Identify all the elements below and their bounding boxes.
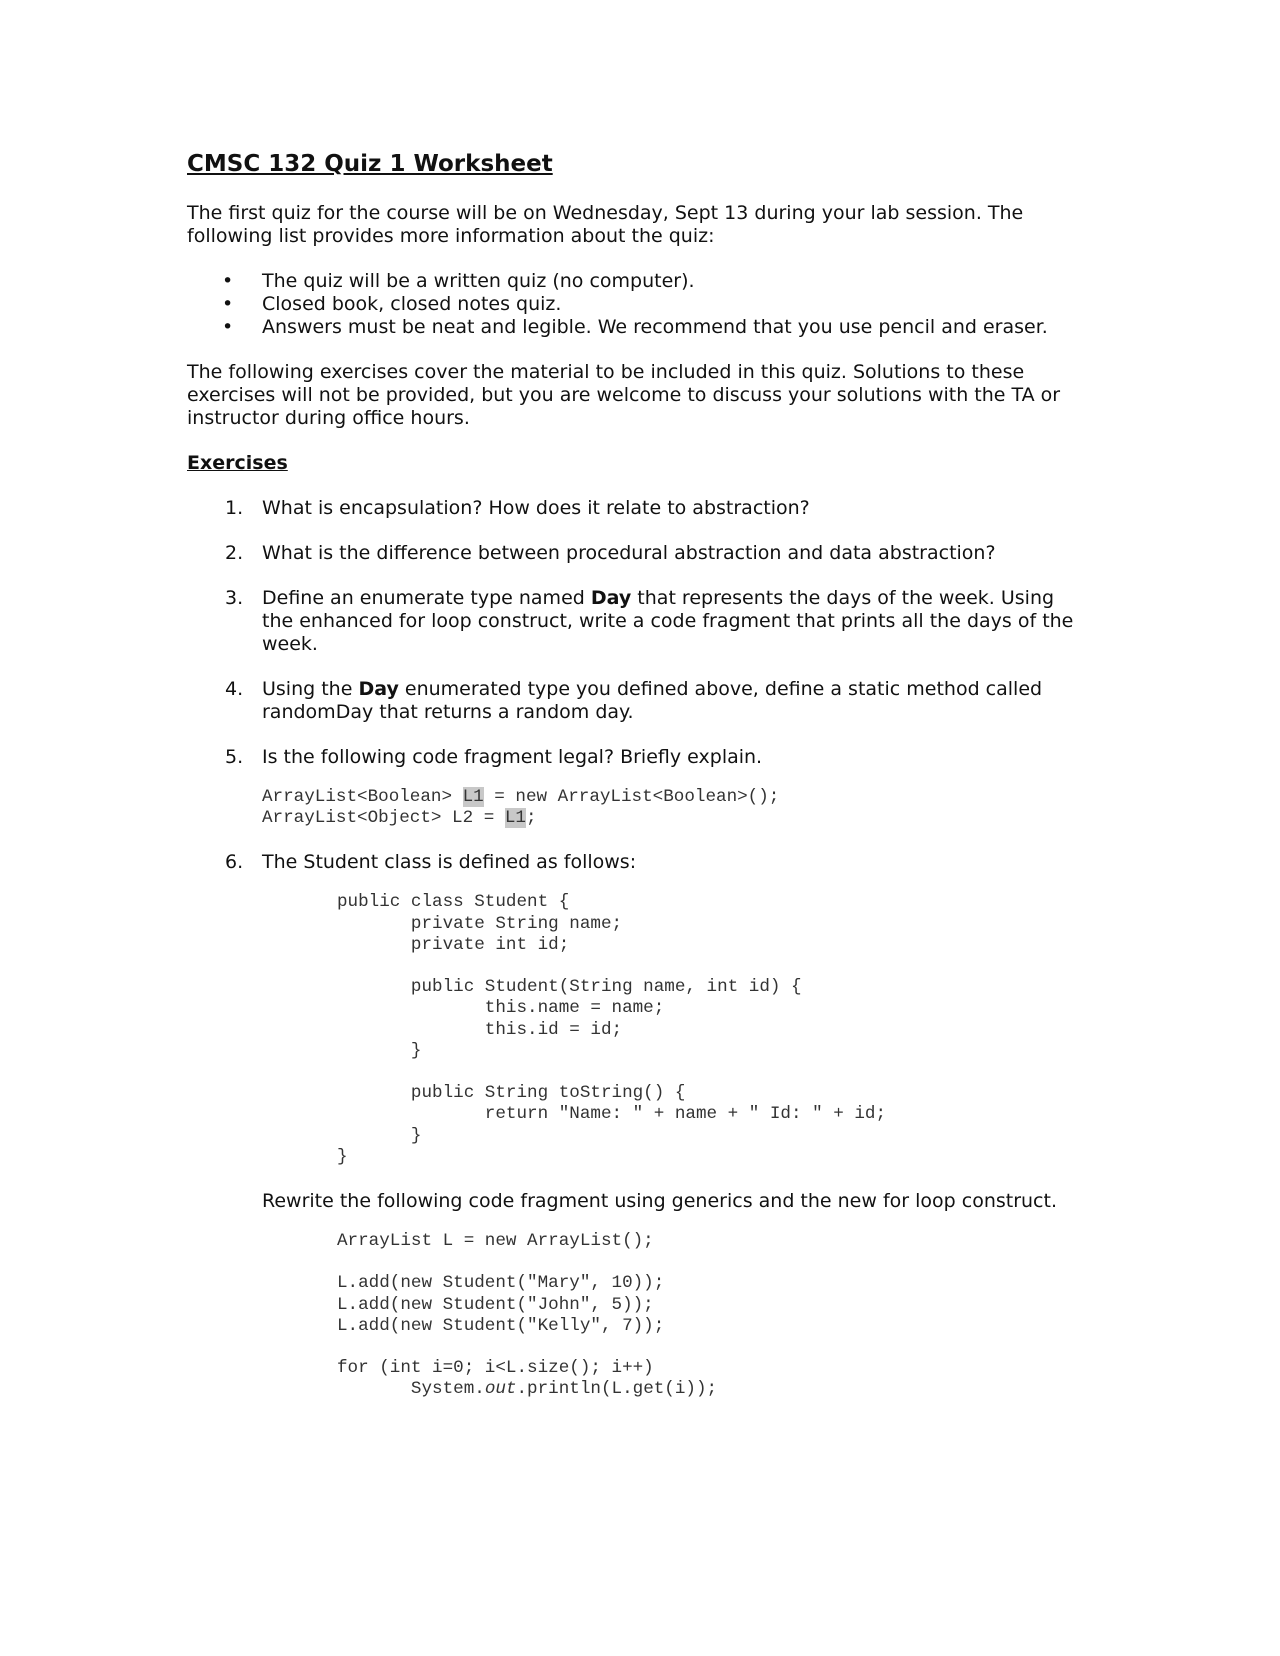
list-item: • Answers must be neat and legible. We recommend that you use pencil and eraser. bbox=[187, 316, 1087, 339]
page-title: CMSC 132 Quiz 1 Worksheet bbox=[187, 151, 553, 177]
exercise-keyword: Day bbox=[590, 587, 632, 609]
exercise-2 bbox=[187, 542, 1087, 565]
exercise-text-end: that represents the days of the week. Using the enhanced for loop construct, write a code fragment that prints all the days of the week. bbox=[262, 587, 1074, 655]
exercises-intro-paragraph: The following exercises cover the material to be included in this quiz. Solutions to these exercises will not be provided, but you are welcome to discuss your solutions with the TA or instructor during office hours. bbox=[187, 361, 1061, 429]
section-heading-exercises: Exercises bbox=[187, 452, 288, 474]
code-text: ; bbox=[525, 808, 537, 829]
exercise-number: 2. bbox=[225, 542, 244, 564]
code-block bbox=[262, 787, 1087, 829]
exercise-keyword: Day bbox=[358, 678, 399, 700]
list-item: • The quiz will be a written quiz (no computer). bbox=[187, 270, 1087, 293]
exercise-text: Is the following code fragment legal? Briefly explain. bbox=[262, 746, 763, 768]
exercise-3 bbox=[187, 587, 1087, 656]
document-page bbox=[187, 150, 1087, 1401]
exercise-text: What is the difference between procedural abstraction and data abstraction? bbox=[262, 542, 996, 564]
intro-paragraph: The first quiz for the course will be on Wednesday, Sept 13 during your lab session. The following list provides more information about the quiz: bbox=[187, 202, 1024, 247]
student-class-code-block: public class Student { private String name; private int id; public Student(String name, int id) { this.name = name; this.id = id; } public String toString() { return "Name: " + name + " Id: " + id; } } bbox=[337, 892, 887, 1167]
exercise-5 bbox=[187, 746, 1087, 829]
quiz-info-list bbox=[187, 270, 1087, 339]
code-text: .println(L.get(i)); bbox=[516, 1379, 718, 1400]
exercise-4 bbox=[187, 678, 1087, 724]
rewrite-instruction: Rewrite the following code fragment using generics and the new for loop construct. bbox=[262, 1190, 1057, 1213]
exercise-text-end: enumerated type you defined above, define a static method called randomDay that returns a random day. bbox=[262, 678, 1043, 723]
code-text: = new ArrayList<Boolean>(); bbox=[483, 787, 780, 807]
exercise-1 bbox=[187, 497, 1087, 520]
exercise-text-start: Define an enumerate type named bbox=[262, 587, 591, 609]
exercise-6 bbox=[187, 851, 1087, 1400]
exercise-list bbox=[187, 497, 1087, 1401]
exercise-text: What is encapsulation? How does it relate to abstraction? bbox=[262, 497, 810, 519]
exercise-number: 3. bbox=[225, 587, 244, 609]
code-highlight: L1 bbox=[504, 808, 526, 829]
code-text: ArrayList L = new ArrayList(); L.add(new Student("Mary", 10)); L.add(new Student("John", 5)); L.add(new Student("Kelly", 7)); for (int i=0; i<L.size(); i++) System. bbox=[337, 1231, 665, 1400]
exercise-text-start: Using the bbox=[262, 678, 359, 700]
rewrite-code-block bbox=[262, 1231, 1087, 1401]
exercise-text: The Student class is defined as follows: bbox=[262, 851, 637, 874]
exercise-number: 5. bbox=[225, 746, 244, 768]
exercise-number: 4. bbox=[225, 678, 244, 700]
exercise-number: 6. bbox=[225, 851, 244, 874]
code-italic: out bbox=[484, 1379, 517, 1400]
code-highlight: L1 bbox=[462, 787, 484, 807]
exercise-number: 1. bbox=[225, 497, 244, 519]
list-item: • Closed book, closed notes quiz. bbox=[187, 293, 1087, 316]
code-text: ArrayList<Object> L2 = bbox=[262, 808, 505, 829]
code-text: ArrayList<Boolean> bbox=[262, 787, 463, 807]
